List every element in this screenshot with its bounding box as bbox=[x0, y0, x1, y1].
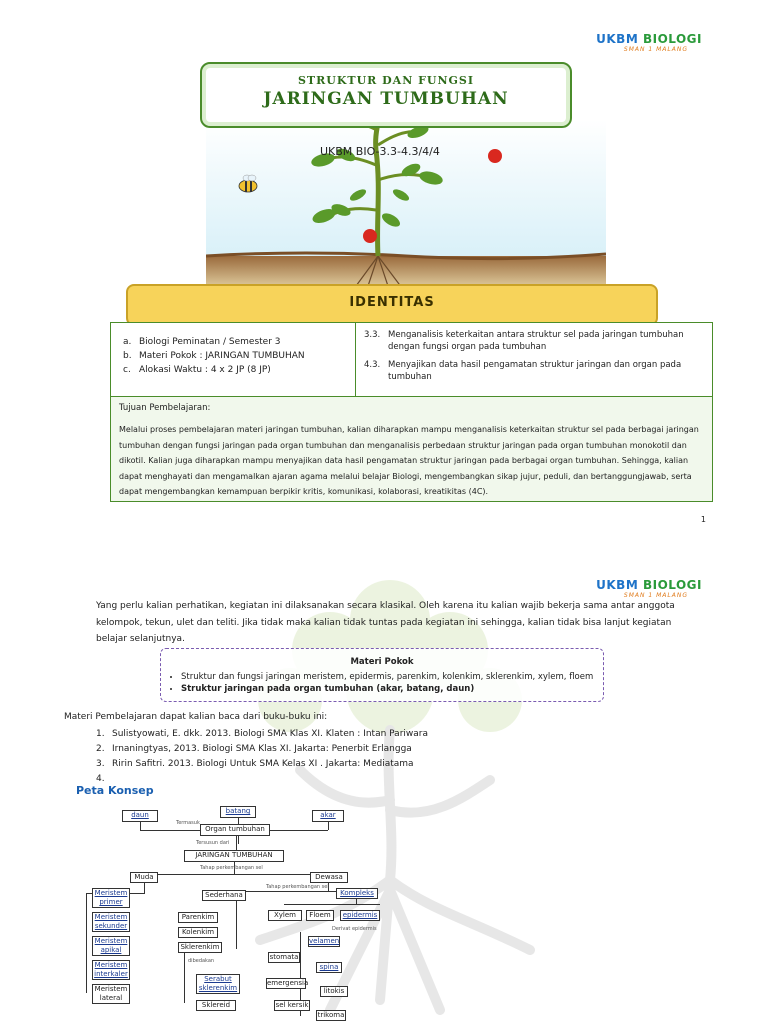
brand-name-part1: UKBM bbox=[596, 32, 639, 46]
cm-sel-kersik: sel kersik bbox=[275, 1001, 309, 1009]
competency-text: Menganalisis keterkaitan antara struktur sel pada jaringan tumbuhan dengan fungsi organ pada tumbuhan bbox=[388, 330, 684, 352]
cm-label-tersusun: Tersusun dari bbox=[196, 840, 230, 846]
cm-velamen: velamen bbox=[309, 937, 340, 945]
intro-text: Yang perlu kalian perhatikan, kegiatan ini dilaksanakan secara klasikal. Oleh karena itu kalian wajib bekerja sama antar anggota kelompok, tekun, ulet dan teliti. Jika tidak maka kalian tidak tuntas pada kegiatan ini sehingga, kalian tidak bisa lanjut kegiatan belajar selanjutnya. bbox=[96, 601, 675, 644]
brand-name-part2: BIOLOGI bbox=[642, 578, 702, 592]
tomato-icon bbox=[488, 149, 502, 163]
brand-logo bbox=[596, 32, 702, 46]
reference-number: 4. bbox=[96, 774, 105, 784]
cm-dewasa: Dewasa bbox=[310, 872, 348, 883]
page-title: JARINGAN TUMBUHAN bbox=[263, 89, 509, 109]
cm-sederhana: Sederhana bbox=[202, 890, 246, 901]
identity-box bbox=[110, 322, 357, 398]
cm-spina: spina bbox=[316, 962, 342, 973]
brand-name-part2: BIOLOGI bbox=[642, 32, 702, 46]
title-box bbox=[200, 62, 572, 128]
concept-map bbox=[0, 560, 768, 1024]
identity-text: Alokasi Waktu : 4 x 2 JP (8 JP) bbox=[139, 365, 271, 375]
cm-meristem-primer: Meristem primer bbox=[92, 888, 130, 908]
reading-intro: Materi Pembelajaran dapat kalian baca dari buku-buku ini: bbox=[64, 712, 328, 722]
cm-label-dibedakan: dibedakan bbox=[188, 958, 215, 964]
brand-subtitle: SMAN 1 MALANG bbox=[623, 46, 688, 53]
competency-text: Menyajikan data hasil pengamatan struktur jaringan dan organ pada tumbuhan bbox=[388, 360, 682, 382]
tomato-icon bbox=[363, 229, 377, 243]
cm-daun: daun bbox=[122, 810, 158, 822]
cm-label-tahap1: Tahap perkembangan sel bbox=[200, 865, 263, 871]
cm-floem: Floem bbox=[306, 910, 334, 921]
identity-marker: b. bbox=[123, 351, 132, 361]
competency-marker: 3.3. bbox=[364, 330, 381, 340]
identitas-label: IDENTITAS bbox=[349, 295, 435, 310]
cm-organ: Organ tumbuhan bbox=[200, 824, 270, 836]
reference-text: Irnaningtyas, 2013. Biologi SMA Klas XI. Jakarta: Penerbit Erlangga bbox=[112, 744, 412, 754]
cm-emergensia: emergensia bbox=[267, 979, 309, 987]
cm-label-tahap2: Tahap perkembangan sel bbox=[266, 884, 329, 890]
cm-meristem-interkaler: Meristem interkaler bbox=[92, 960, 130, 980]
materi-item: • Struktur jaringan pada organ tumbuhan (akar, batang, daun) bbox=[181, 683, 593, 695]
identity-item bbox=[111, 363, 356, 377]
cm-parenkim: Parenkim bbox=[178, 912, 218, 923]
competency-item bbox=[356, 329, 704, 353]
page-2 bbox=[0, 560, 768, 1024]
cm-xylem: Xylem bbox=[268, 910, 302, 921]
cm-kolenkim: Kolenkim bbox=[178, 927, 218, 938]
cm-sklereid: Sklereid bbox=[196, 1000, 236, 1011]
identity-text: Biologi Peminatan / Semester 3 bbox=[139, 337, 281, 347]
cm-litokis: litokis bbox=[320, 986, 348, 997]
reference-number: 3. bbox=[96, 759, 105, 769]
materi-item: • Struktur dan fungsi jaringan meristem, epidermis, parenkim, kolenkim, sklerenkim, xylem, floem bbox=[181, 671, 593, 683]
learning-objectives-box bbox=[110, 396, 713, 502]
identity-marker: c. bbox=[123, 365, 131, 375]
page-number: 1 bbox=[700, 515, 706, 524]
cm-stomata: stomata bbox=[269, 953, 299, 961]
cm-akar: akar bbox=[312, 810, 344, 822]
cm-meristem-apikal: Meristem apikal bbox=[92, 936, 130, 956]
cm-trikoma: trikoma bbox=[317, 1011, 345, 1019]
title-subtitle: STRUKTUR DAN FUNGSI bbox=[297, 74, 475, 87]
reference-number: 2. bbox=[96, 744, 105, 754]
cm-serabut-sklerenkim: Serabut sklerenkim bbox=[196, 974, 240, 994]
cm-muda: Muda bbox=[130, 872, 158, 883]
brand-subtitle: SMAN 1 MALANG bbox=[623, 592, 688, 599]
cm-meristem-lateral: Meristem lateral bbox=[92, 984, 130, 1004]
identity-item bbox=[111, 349, 356, 363]
module-code: UKBM BIO-3.3-4.3/4/4 bbox=[320, 145, 440, 158]
concept-map-title: Peta Konsep bbox=[76, 784, 154, 797]
reference-number: 1. bbox=[96, 729, 105, 739]
brand-name-part1: UKBM bbox=[596, 578, 639, 592]
cm-batang: batang bbox=[220, 806, 256, 818]
identitas-banner bbox=[126, 284, 658, 326]
learning-objectives-heading: Tujuan Pembelajaran: bbox=[119, 403, 211, 413]
cm-kompleks: Kompleks bbox=[336, 888, 378, 899]
competency-marker: 4.3. bbox=[364, 360, 381, 370]
cm-label-termasuk: Termasuk bbox=[176, 820, 200, 826]
learning-objectives-text: Melalui proses pembelajaran materi jaringan tumbuhan, kalian diharapkan mampu menganalisis keterkaitan struktur sel pada berbagai jaringan tumbuhan dengan fungsi jaringan pada organ tumbuhan dan menganalisis perbedaan struktur jaringan pada organ tumbuhan monokotil dan dikotil. Kalian juga diharapkan mampu menyajikan data hasil pengamatan struktur jaringan pada berbagai organ tumbuhan. Sehingga, kalian dapat menghayati dan mengamalkan ajaran agama melalui belajar Biologi, mengembangkan sikap jujur, peduli, dan bertanggungjawab, serta dapat mengembangkan kemampuan berpikir kritis, komunikasi, kolaborasi, kreatikitas (4C). bbox=[119, 425, 699, 496]
identity-item bbox=[111, 335, 356, 349]
identity-text: Materi Pokok : JARINGAN TUMBUHAN bbox=[139, 351, 305, 361]
materi-pokok-title: Materi Pokok bbox=[350, 657, 414, 667]
cm-sklerenkim: Sklerenkim bbox=[178, 942, 222, 953]
cm-meristem-sekunder: Meristem sekunder bbox=[92, 912, 130, 932]
cm-label-derivat: Derivat epidermis bbox=[332, 926, 377, 932]
reference-text: Sulistyowati, E. dkk. 2013. Biologi SMA Klas XI. Klaten : Intan Pariwara bbox=[112, 729, 428, 739]
identity-list bbox=[111, 323, 356, 377]
competency-item bbox=[356, 359, 704, 383]
identity-marker: a. bbox=[123, 337, 132, 347]
reference-text: Ririn Safitri. 2013. Biologi Untuk SMA Kelas XI . Jakarta: Mediatama bbox=[112, 759, 414, 769]
cm-epidermis: epidermis bbox=[340, 910, 380, 921]
cm-jaringan: JARINGAN TUMBUHAN bbox=[184, 850, 284, 862]
competency-box bbox=[355, 322, 713, 398]
